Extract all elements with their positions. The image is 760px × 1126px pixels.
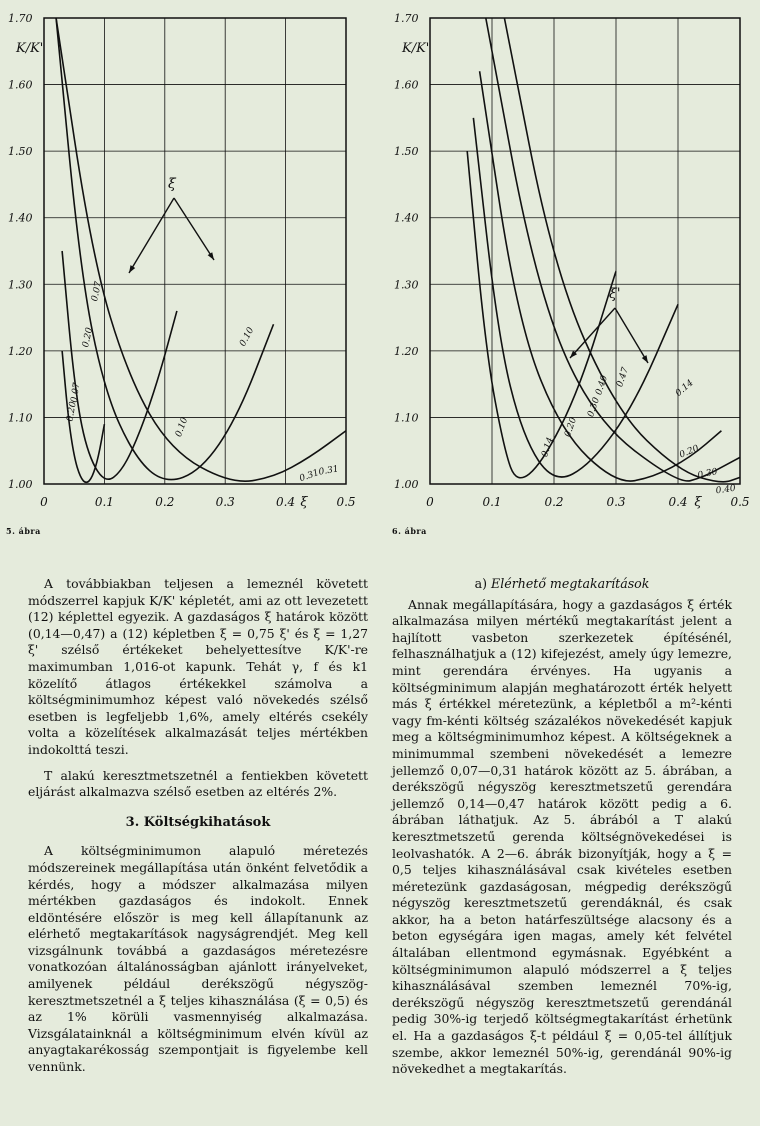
x-tick-label: 0.3 <box>606 495 626 509</box>
curve-label: 0.47 <box>615 366 631 389</box>
figure-5-caption: 5. ábra <box>6 526 41 536</box>
y-tick-label: 1.40 <box>8 211 33 225</box>
y-tick-label: 1.70 <box>8 12 33 25</box>
paragraph: A költségminimumon alapuló méretezés módszereinek megállapítása után önként felvetődik a kérdés, hogy a módszer alkalmazása milyen mértékben gazdaságos és indokolt. Ennek eldöntésére először is meg kell állapítanunk az elérhető megtakarítások nagyságrendjét. Meg kell vizsgálnunk továbbá a gazdaságos méretezésre vonatkozóan általánosságban ajánlott irányelveket, amilyenek például derékszögű négyszög-keresztmetszetnél a ξ teljes kihasználása (ξ = 0,5) és az 1% körüli vasmennyiség alkalmazása. Vizsgálatainknál a költségminimum elvén kívül az anyagtakarékosság szempontjait is figyelembe kell vennünk. <box>28 843 368 1075</box>
arrow-head <box>208 252 214 260</box>
x-tick-label: 0.3 <box>215 495 235 509</box>
y-tick-label: 1.10 <box>8 411 33 425</box>
y-tick-label: 1.50 <box>394 145 419 159</box>
figure-6-caption: 6. ábra <box>392 526 427 536</box>
curve-label: 0.07 <box>69 382 83 404</box>
curve-label: 0.07 <box>90 280 105 303</box>
curve-label: 0.14 <box>673 378 696 399</box>
y-axis-label: K/K' <box>402 41 430 56</box>
series-line-0.31 <box>56 18 346 481</box>
arrow-head <box>642 355 648 363</box>
curve-label: 0.20 <box>678 443 701 461</box>
curve-label: 0.20 <box>65 400 79 423</box>
xi-marker-label: ξ <box>168 176 176 192</box>
y-tick-label: 1.00 <box>394 478 419 491</box>
x-tick-label: 0 <box>426 495 434 509</box>
y-tick-label: 1.40 <box>394 211 419 225</box>
paragraph: A továbbiakban teljesen a lemeznél követett módszerrel kapjuk K/K' képletét, ami az ott levezetett (12) képlettel egyezik. A gazdaságos ξ határok között (0,14—0,47) a (12) képletben ξ = 0,75 ξ' és ξ = 1,27 ξ' szélső értékeket behelyettesítve K/K'-re maximumban 1,016-ot kapunk. Tehát γ, f és k1 közelítő átlagos értékekkel számolva a költségminimumhoz képest való növekedés szélső esetben is legfeljebb 1,6%, amely eltérés csekély volta a közelítések alkalmazását teljes mértékben indokolttá teszi. <box>28 576 368 757</box>
curve-label: 0.10 <box>173 416 191 439</box>
subsection-title: Elérhető megtakarítások <box>491 576 650 591</box>
x-tick-label: 0 <box>40 495 48 509</box>
curve-label: 0.20 <box>563 416 579 439</box>
x-tick-label: 0.1 <box>482 495 502 509</box>
x-axis-label: ξ <box>300 495 308 510</box>
y-tick-label: 1.00 <box>8 478 33 491</box>
curve-label: 0.10 <box>238 325 257 349</box>
paragraph: T alakú keresztmetszetnél a fentiekben követett eljárást alkalmazva szélső esetben az eltérés 2%. <box>28 767 368 800</box>
subsection-heading <box>392 576 732 593</box>
x-tick-label: 0.1 <box>94 495 114 509</box>
curve-label: 0.20 <box>81 326 96 349</box>
right-text-column <box>392 576 732 1087</box>
x-tick-label: 0.5 <box>730 495 750 509</box>
xi-marker-label: ξ' <box>609 286 621 302</box>
x-axis-label: ξ <box>694 495 702 510</box>
x-tick-label: 0.2 <box>544 495 564 509</box>
y-tick-label: 1.70 <box>394 12 419 25</box>
series-line-0.10 <box>62 251 177 479</box>
curve-label: 0.31 <box>317 464 340 478</box>
arrow-head <box>129 265 135 273</box>
left-text-column <box>28 576 368 1085</box>
y-tick-label: 1.10 <box>394 411 419 425</box>
x-tick-label: 0.2 <box>155 495 175 509</box>
x-tick-label: 0.4 <box>276 495 296 509</box>
curve-label: 0.30 <box>586 396 602 419</box>
x-tick-label: 0.5 <box>336 495 356 509</box>
paragraph: Annak megállapítására, hogy a gazdaságos ξ érték alkalmazása milyen mértékű megtakarítást jelent a hajlított vasbeton szerkezetek építésénél, felhasználhatjuk a (12) kifejezést, amely úgy lemezre, mint gerendára érvényes. Ha ugyanis a költségminimum alapján meghatározott érték helyett más ξ értékkel méretezünk, a képletből a m²-kénti vagy fm-kénti költség százalékos növekedését kapjuk meg a költségminimumhoz képest. A költségeknek a minimummal szembeni növekedését a lemezre jellemző 0,07—0,31 határok között az 5. ábrában, a derékszögű négyszög keresztmetszetű gerendára jellemző 0,14—0,47 határok között pedig a 6. ábrában láthatjuk. Az 5. ábrából a T alakú keresztmetszetű gerenda költségnövekedései is leolvashatók. A 2—6. ábrák bizonyítják, hogy a ξ = 0,5 teljes kihasználásával csak kivételes esetben méretezünk gazdaságosan, mégpedig derékszögű négyszög keresztmetszetű gerendáknál, és csak akkor, ha a beton határfeszültsége alacsony és a beton egységára igen magas, amely két felvétel általában ellentmond egymásnak. Egyébként a költségminimumon alapuló módszerrel a ξ teljes kihasználásával szemben lemeznél 70%-ig, derékszögű négyszög keresztmetszetű gerendánál pedig 30%-ig terjedő költségmegtakarítást érhetünk el. Ha a gazdaságos ξ-t például ξ = 0,05-tel állítjuk szembe, akkor lemeznél 50%-ig, gerendánál 90%-ig növekedhet a megtakarítás. <box>392 596 732 1077</box>
y-tick-label: 1.60 <box>8 78 33 92</box>
figure-6-chart <box>390 8 750 514</box>
curve-label: 0.40 <box>715 483 737 497</box>
y-tick-label: 1.20 <box>8 344 33 358</box>
subsection-prefix: a) <box>474 576 492 591</box>
plot-frame <box>44 18 346 484</box>
y-tick-label: 1.30 <box>394 278 419 292</box>
y-axis-label: K/K' <box>16 41 44 56</box>
y-tick-label: 1.60 <box>394 78 419 92</box>
arrow-line <box>174 198 214 260</box>
y-tick-label: 1.50 <box>8 145 33 159</box>
curve-label: 0.30 <box>696 467 719 482</box>
arrow-line <box>129 198 174 273</box>
section-heading: 3. Költségkihatások <box>125 814 271 830</box>
y-tick-label: 1.30 <box>8 278 33 292</box>
x-tick-label: 0.4 <box>668 495 688 509</box>
curve-label: 0.31 <box>298 467 321 485</box>
series-line-0.30 <box>480 71 722 481</box>
y-tick-label: 1.20 <box>394 344 419 358</box>
series-line-0.40 <box>486 18 740 481</box>
series-line-0.47 <box>504 18 740 482</box>
curve-label: 0.14 <box>540 436 556 459</box>
figure-5-chart <box>4 8 356 514</box>
curve-label: 0.40 <box>594 374 610 397</box>
arrow-line <box>615 308 648 363</box>
